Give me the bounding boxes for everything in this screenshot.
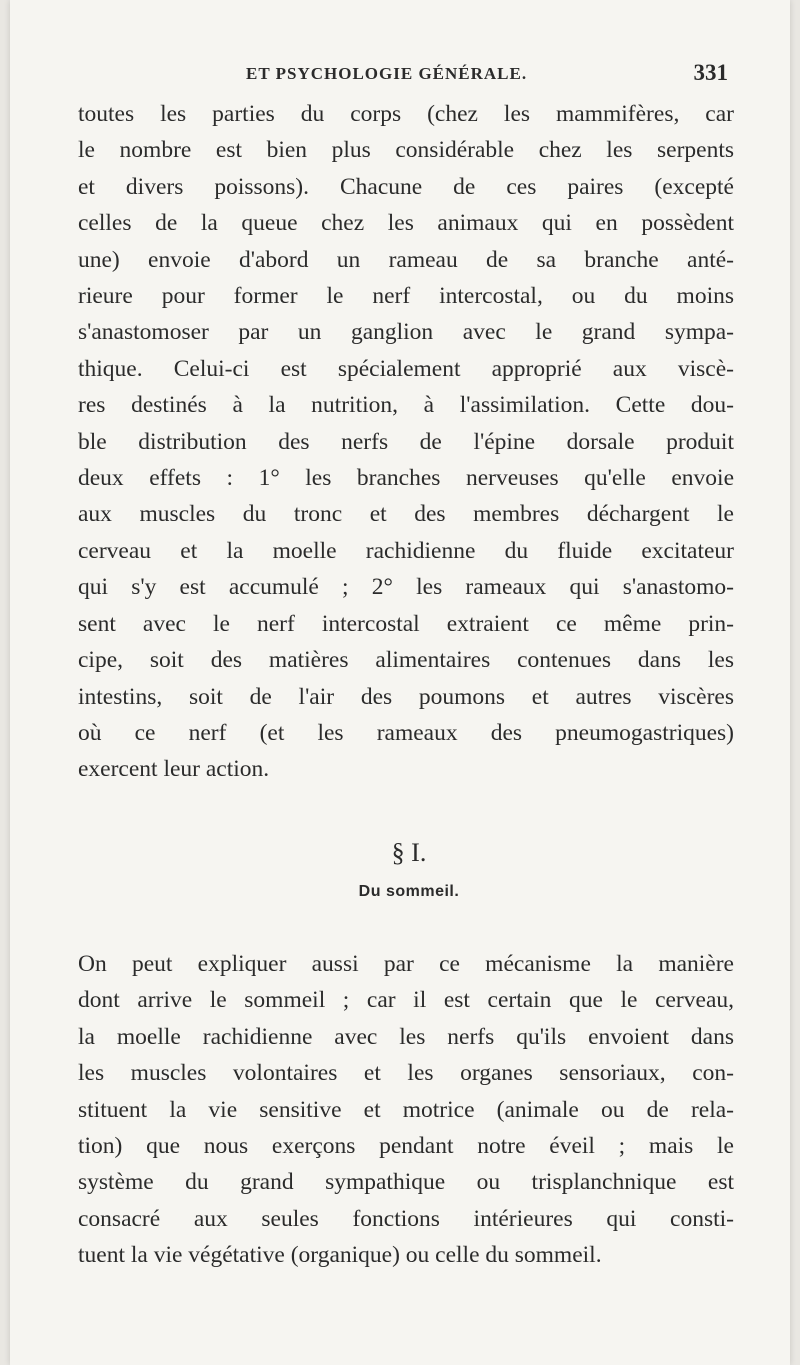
text-line: On peut expliquer aussi par ce mécanisme la manière [78,951,734,977]
paragraph-2 [78,946,734,1274]
section-mark: § I. [391,838,427,867]
paragraph-1 [78,96,734,788]
running-head [86,56,728,90]
text-line: aux muscles du tronc et des membres déchargent le [78,501,734,528]
text-line: dont arrive le sommeil ; car il est certain que le cerveau, [78,987,734,1014]
text-line: s'anastomoser par un ganglion avec le grand sympa- [78,319,734,346]
text-line: deux effets : 1° les branches nerveuses qu'elle envoie [78,465,734,492]
text-line: res destinés à la nutrition, à l'assimilation. Cette dou- [78,392,734,419]
text-line: qui s'y est accumulé ; 2° les rameaux qui s'anastomo- [78,574,734,601]
text-line: consacré aux seules fonctions intérieures qui consti- [78,1205,734,1232]
text-line: exercent leur action. [78,756,270,783]
text-line: thique. Celui-ci est spécialement approprié aux viscè- [78,355,734,382]
text-line: celles de la queue chez les animaux qui en possèdent [78,210,734,237]
book-page [10,0,790,1365]
text-line: et divers poissons). Chacune de ces paires (excepté [78,173,734,200]
text-line: où ce nerf (et les rameaux des pneumogastriques) [78,719,734,746]
text-line: la moelle rachidienne avec les nerfs qu'ils envoient dans [78,1023,734,1050]
page-number: 331 [693,60,728,85]
text-line: cipe, soit des matières alimentaires contenues dans les [78,647,734,674]
text-line: sent avec le nerf intercostal extraient ce même prin- [78,610,734,637]
section-title: Du sommeil. [358,883,460,900]
text-line: ble distribution des nerfs de l'épine dorsale produit [78,428,734,455]
text-line: le nombre est bien plus considérable chez les serpents [78,137,734,164]
text-line: intestins, soit de l'air des poumons et autres viscères [78,683,734,710]
text-line: toutes les parties du corps (chez les mammifères, car [78,101,734,127]
text-line: tion) que nous exerçons pendant notre éveil ; mais le [78,1133,734,1160]
text-line: cerveau et la moelle rachidienne du fluide excitateur [78,537,734,564]
running-title: ET PSYCHOLOGIE GÉNÉRALE. [246,64,528,83]
text-line: système du grand sympathique ou trisplanchnique est [78,1169,734,1196]
text-line: rieure pour former le nerf intercostal, ou du moins [78,283,734,310]
text-line: stituent la vie sensitive et motrice (animale ou de rela- [78,1096,734,1123]
text-line: les muscles volontaires et les organes sensoriaux, con- [78,1060,734,1087]
text-line: une) envoie d'abord un rameau de sa branche anté- [78,246,734,273]
text-line: tuent la vie végétative (organique) ou celle du sommeil. [78,1242,602,1269]
